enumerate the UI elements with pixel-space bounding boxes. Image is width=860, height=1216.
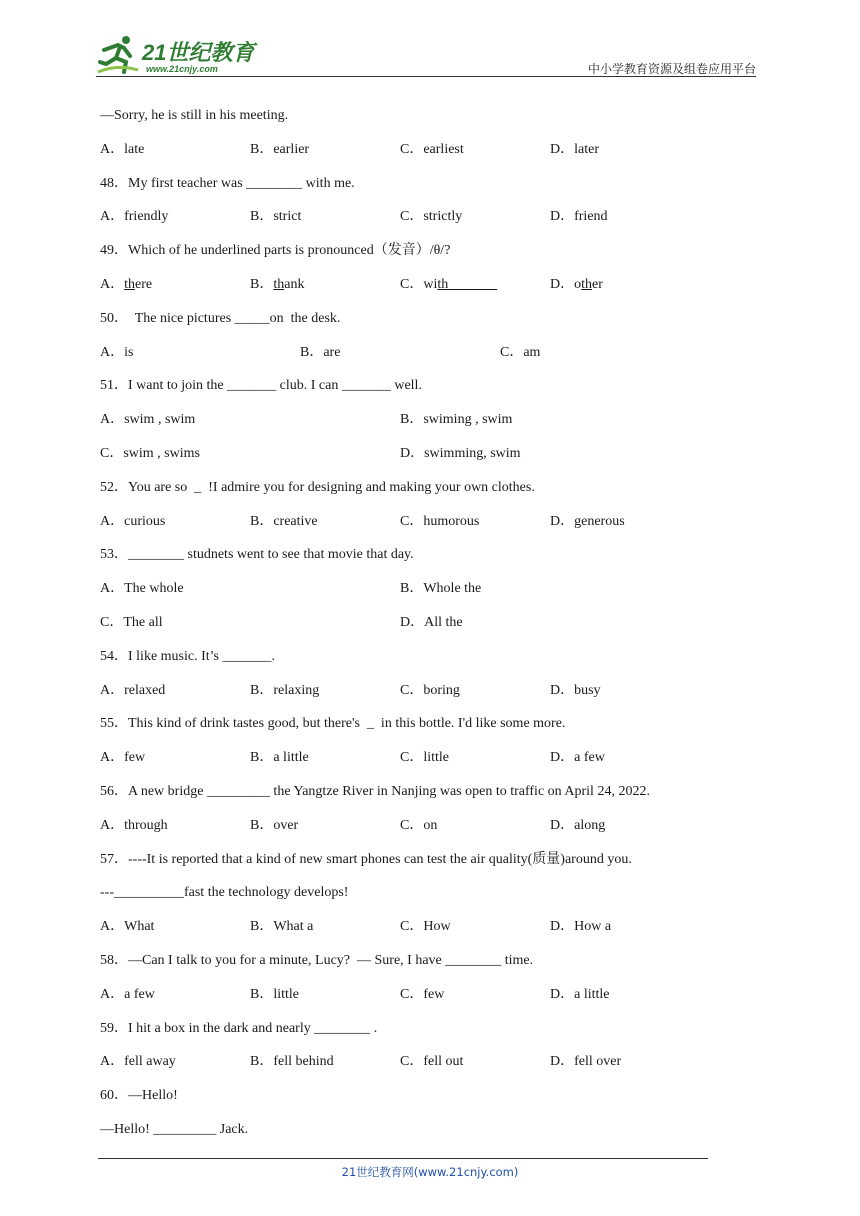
- q51-options-row2: [100, 442, 720, 476]
- option-c[interactable]: C．am: [500, 344, 541, 360]
- option-b[interactable]: B．swiming , swim: [400, 412, 513, 428]
- option-a[interactable]: A．few: [100, 750, 146, 766]
- q47-continuation: —Sorry, he is still in his meeting.: [100, 108, 289, 123]
- platform-title: 中小学教育资源及组卷应用平台: [587, 62, 756, 76]
- q57-stem: 57．----It is reported that a kind of new smart phones can test the air quality(质量)around you.: [100, 851, 632, 867]
- footer-divider: [98, 1158, 708, 1159]
- option-c[interactable]: C．swim , swims: [100, 445, 200, 461]
- q52-stem: 52．You are so _ !I admire you for designing and making your own clothes.: [100, 479, 535, 495]
- option-a[interactable]: A．relaxed: [100, 682, 166, 698]
- option-b[interactable]: B．little: [250, 986, 299, 1002]
- option-b[interactable]: B．relaxing: [250, 682, 320, 698]
- site-logo[interactable]: [96, 34, 266, 76]
- q57-options: [100, 915, 720, 949]
- page-header: [96, 30, 756, 78]
- option-b[interactable]: B．thank: [250, 276, 305, 292]
- option-d[interactable]: D．swimming, swim: [400, 445, 521, 461]
- q58-stem: 58．—Can I talk to you for a minute, Lucy? — Sure, I have ________ time.: [100, 952, 534, 968]
- option-b[interactable]: B．What a: [250, 919, 314, 935]
- q60-stem: 60．—Hello!: [100, 1088, 178, 1104]
- option-d[interactable]: D．friend: [550, 209, 608, 225]
- q55-options: [100, 746, 720, 780]
- q50-stem: 50． The nice pictures _____on the desk.: [100, 310, 341, 326]
- option-a[interactable]: A．through: [100, 817, 168, 833]
- option-d[interactable]: D．a little: [550, 986, 610, 1002]
- q56-stem: 56．A new bridge _________ the Yangtze River in Nanjing was open to traffic on April 24, 2022.: [100, 783, 650, 799]
- q59-stem: 59．I hit a box in the dark and nearly ________ .: [100, 1020, 378, 1036]
- option-a[interactable]: A．is: [100, 344, 134, 360]
- question-list: [100, 104, 720, 1152]
- option-d[interactable]: D．How a: [550, 919, 612, 935]
- option-b[interactable]: B．earlier: [250, 141, 310, 157]
- option-c[interactable]: C．little: [400, 750, 449, 766]
- q50-options: [100, 341, 720, 375]
- footer-link[interactable]: 21世纪教育网(www.21cnjy.com): [341, 1165, 519, 1179]
- q49-options: [100, 273, 720, 307]
- option-d[interactable]: D．busy: [550, 682, 601, 698]
- option-d[interactable]: D．All the: [400, 614, 463, 630]
- q54-stem: 54．I like music. It’s _______.: [100, 648, 275, 664]
- option-b[interactable]: B．creative: [250, 513, 318, 529]
- option-c[interactable]: C．earliest: [400, 141, 464, 157]
- q56-options: [100, 814, 720, 848]
- logo-text: 21世纪教育: [142, 40, 255, 65]
- q52-options: [100, 510, 720, 544]
- option-c[interactable]: C．on: [400, 817, 438, 833]
- q53-options-row2: [100, 611, 720, 645]
- option-a[interactable]: A．late: [100, 141, 145, 157]
- option-b[interactable]: B．fell behind: [250, 1054, 334, 1070]
- option-a[interactable]: A．friendly: [100, 209, 169, 225]
- q49-stem: 49．Which of he underlined parts is pronounced（发音）/θ/?: [100, 243, 451, 259]
- option-c[interactable]: C．How: [400, 919, 451, 935]
- q51-options-row1: [100, 408, 720, 442]
- q48-stem: 48．My first teacher was ________ with me.: [100, 175, 355, 191]
- option-b[interactable]: B．are: [300, 344, 341, 360]
- option-a[interactable]: A．curious: [100, 513, 166, 529]
- q55-stem: 55．This kind of drink tastes good, but there's _ in this bottle. I'd like some more.: [100, 716, 566, 732]
- option-c[interactable]: C．with: [400, 276, 498, 292]
- option-c[interactable]: C．fell out: [400, 1054, 464, 1070]
- option-b[interactable]: B．strict: [250, 209, 302, 225]
- q47-options: [100, 138, 720, 172]
- q53-stem: 53．________ studnets went to see that movie that day.: [100, 547, 414, 563]
- option-d[interactable]: D．a few: [550, 750, 605, 766]
- q59-options: [100, 1050, 720, 1084]
- option-c[interactable]: C．boring: [400, 682, 460, 698]
- option-a[interactable]: A．fell away: [100, 1054, 176, 1070]
- runner-icon: [96, 34, 140, 76]
- option-b[interactable]: B．over: [250, 817, 299, 833]
- q60-continuation: —Hello! _________ Jack.: [100, 1121, 249, 1137]
- option-b[interactable]: B．a little: [250, 750, 309, 766]
- q58-options: [100, 983, 720, 1017]
- option-c[interactable]: C．humorous: [400, 513, 480, 529]
- option-c[interactable]: C．few: [400, 986, 445, 1002]
- option-d[interactable]: D．along: [550, 817, 606, 833]
- option-d[interactable]: D．other: [550, 276, 603, 292]
- q57-continuation: ---__________fast the technology develops!: [100, 885, 349, 901]
- header-divider: [96, 76, 756, 77]
- q53-options-row1: [100, 577, 720, 611]
- option-b[interactable]: B．Whole the: [400, 581, 482, 597]
- option-a[interactable]: A．there: [100, 276, 153, 292]
- option-a[interactable]: A．swim , swim: [100, 412, 196, 428]
- option-a[interactable]: A．The whole: [100, 581, 184, 597]
- logo-url: www.21cnjy.com: [146, 64, 218, 74]
- q48-options: [100, 205, 720, 239]
- option-c[interactable]: C．The all: [100, 614, 163, 630]
- option-c[interactable]: C．strictly: [400, 209, 463, 225]
- option-d[interactable]: D．later: [550, 141, 599, 157]
- option-a[interactable]: A．What: [100, 919, 155, 935]
- q51-stem: 51．I want to join the _______ club. I can _______ well.: [100, 378, 422, 394]
- q54-options: [100, 679, 720, 713]
- option-d[interactable]: D．fell over: [550, 1054, 622, 1070]
- option-d[interactable]: D．generous: [550, 513, 625, 529]
- option-a[interactable]: A．a few: [100, 986, 155, 1002]
